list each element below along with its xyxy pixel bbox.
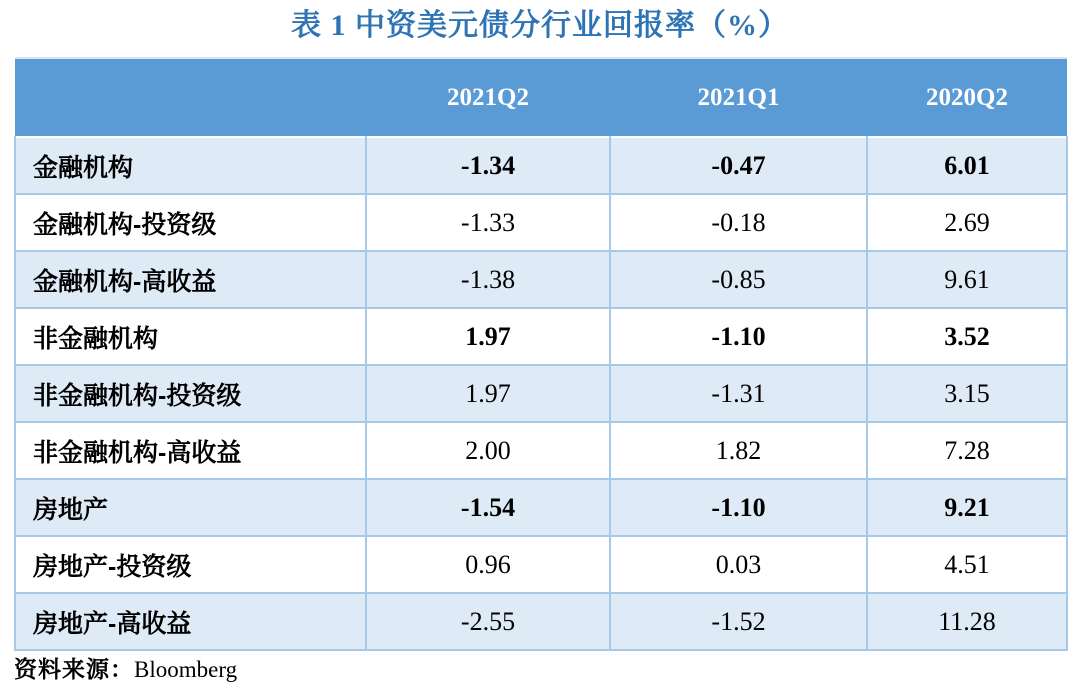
table-row	[15, 251, 1067, 308]
cell-value: 2.69	[867, 194, 1067, 251]
table-row	[15, 422, 1067, 479]
cell-value: -1.34	[366, 137, 610, 194]
column-header-2021q1: 2021Q1	[610, 58, 867, 137]
table-row	[15, 137, 1067, 194]
row-label: 非金融机构-投资级	[15, 365, 366, 422]
cell-value: 3.15	[867, 365, 1067, 422]
row-label: 房地产	[15, 479, 366, 536]
table-row	[15, 194, 1067, 251]
column-header-2020q2: 2020Q2	[867, 58, 1067, 137]
table-title: 表 1 中资美元债分行业回报率（%）	[291, 9, 789, 42]
row-label: 金融机构	[15, 137, 366, 194]
table-row	[15, 308, 1067, 365]
table-row	[15, 479, 1067, 536]
source-value: Bloomberg	[134, 657, 238, 682]
cell-value: -1.52	[610, 593, 867, 650]
cell-value: 1.97	[366, 308, 610, 365]
row-label: 房地产-高收益	[15, 593, 366, 650]
cell-value: 7.28	[867, 422, 1067, 479]
header-row	[15, 58, 1067, 137]
returns-table	[14, 57, 1068, 651]
cell-value: 0.96	[366, 536, 610, 593]
cell-value: -0.18	[610, 194, 867, 251]
cell-value: 1.82	[610, 422, 867, 479]
cell-value: 4.51	[867, 536, 1067, 593]
cell-value: 1.97	[366, 365, 610, 422]
row-label: 非金融机构	[15, 308, 366, 365]
cell-value: -1.33	[366, 194, 610, 251]
row-label: 房地产-投资级	[15, 536, 366, 593]
row-label: 非金融机构-高收益	[15, 422, 366, 479]
table-row	[15, 536, 1067, 593]
cell-value: 2.00	[366, 422, 610, 479]
cell-value: 6.01	[867, 137, 1067, 194]
table-body	[15, 137, 1067, 650]
cell-value: 11.28	[867, 593, 1067, 650]
source-note	[14, 654, 237, 686]
cell-value: -1.10	[610, 308, 867, 365]
cell-value: -1.10	[610, 479, 867, 536]
cell-value: -1.31	[610, 365, 867, 422]
cell-value: -1.38	[366, 251, 610, 308]
table-row	[15, 365, 1067, 422]
cell-value: 0.03	[610, 536, 867, 593]
table-row	[15, 593, 1067, 650]
cell-value: 9.61	[867, 251, 1067, 308]
cell-value: 9.21	[867, 479, 1067, 536]
cell-value: 3.52	[867, 308, 1067, 365]
cell-value: -2.55	[366, 593, 610, 650]
cell-value: -0.85	[610, 251, 867, 308]
cell-value: -1.54	[366, 479, 610, 536]
row-label: 金融机构-投资级	[15, 194, 366, 251]
corner-cell	[15, 58, 366, 137]
cell-value: -0.47	[610, 137, 867, 194]
column-header-2021q2: 2021Q2	[366, 58, 610, 137]
row-label: 金融机构-高收益	[15, 251, 366, 308]
source-label: 资料来源：	[14, 657, 134, 682]
